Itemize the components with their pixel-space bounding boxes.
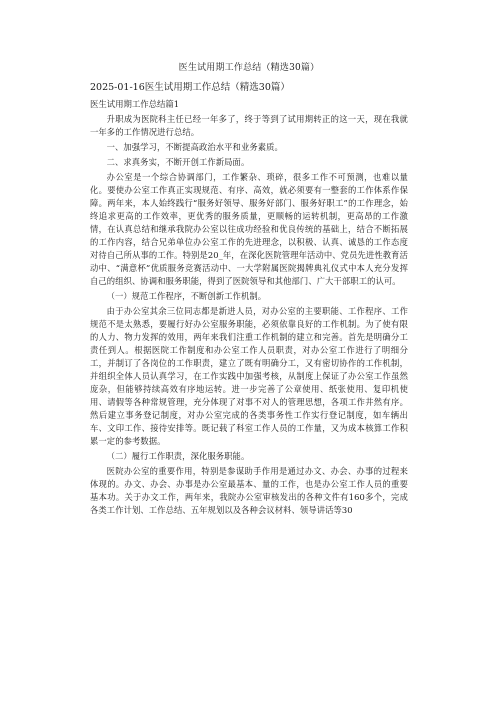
document-title: 医生试用期工作总结（精选30篇）	[178, 63, 320, 73]
subsection-two-heading: （二）履行工作职责，深化服务职能。	[106, 451, 250, 461]
office-overview-paragraph: 办公室是一个综合协调部门，工作繁杂、琐碎，很多工作不可预测，也难以量化。要使办公室工作真正实现规范、有序、高效，就必须要有一整套的工作体系作保障。两年来，本人始终践行“服务好领导、服务好部门、服务好职工”的工作理念，始终追求更高的工作效率，更优秀的服务质量，更顺畅的运转机制，更高昂的工作激情，在认真总结和继承我院办公室以往成功经验和优良传统的基础上，结合不断拓展的工作内容，结合兄弟单位办公室工作的先进理念，以积极、认真、诚恳的工作态度对待自己所从事的工作。特别是20_年，在深化医院管理年活动中、党员先进性教育活动中、“满意杯”优质服务竞赛活动中、一大学附属医院揭牌典礼仪式中本人充分发挥自己的组织、协调和服务职能，得到了医院领导和其他部门、广大干部职工的认可。	[90, 172, 408, 286]
intro-paragraph: 升职成为医院科主任已经一年多了，终于等到了试用期转正的这一天，现在我就一年多的工作情况进行总结。	[90, 114, 408, 137]
service-function-paragraph: 医院办公室的重要作用，特别是参谋助手作用是通过办文、办会、办事的过程来体现的。办文、办会、办事是办公室最基本、量的工作，也是办公室工作人员的重要基本功。关于办文工作，两年来，我院办公室审核发出的各种文件有160多个，完成各类工作计划、工作总结、五年规划以及各种会议材料、领导讲话等30	[90, 466, 408, 515]
subsection-one-heading: （一）规范工作程序，不断创新工作机制。	[106, 291, 267, 301]
section-heading: 医生试用期工作总结篇1	[90, 99, 180, 109]
work-mechanism-paragraph: 由于办公室其余三位同志都是新进人员，对办公室的主要职能、工作程序、工作规范不是太熟悉，要履行好办公室服务职能，必须依靠良好的工作机制。为了使有限的人力、物力发挥的效用，两年来我们注重工作机制的建立和完善。首先是明确分工责任到人。根据医院工作制度和办公室工作人员职责，对办公室工作进行了明细分工，并制订了各岗位的工作职责，建立了既有明确分工，又有密切协作的工作机制，并组织全体人员认真学习，在工作实践中加强考核，从制度上保证了办公室工作虽然庞杂，但能够持续高效有序地运转。进一步完善了公章使用、纸张使用、复印机使用、请假等各种常规管理，充分体现了对事不对人的管理思想，各项工作井然有序。然后建立事务登记制度，对办公室完成的各类事务性工作实行登记制度，如车辆出车、文印工作、接待安排等。既记载了科室工作人员的工作量，又为成本核算工作积累一定的参考数据。	[90, 306, 408, 446]
document-page	[90, 62, 408, 519]
point-one-heading: 一、加强学习，不断提高政治水平和业务素质。	[106, 142, 283, 152]
document-date-line: 2025-01-16医生试用期工作总结（精选30篇）	[90, 82, 290, 93]
point-two-heading: 二、求真务实，不断开创工作新局面。	[106, 157, 250, 167]
